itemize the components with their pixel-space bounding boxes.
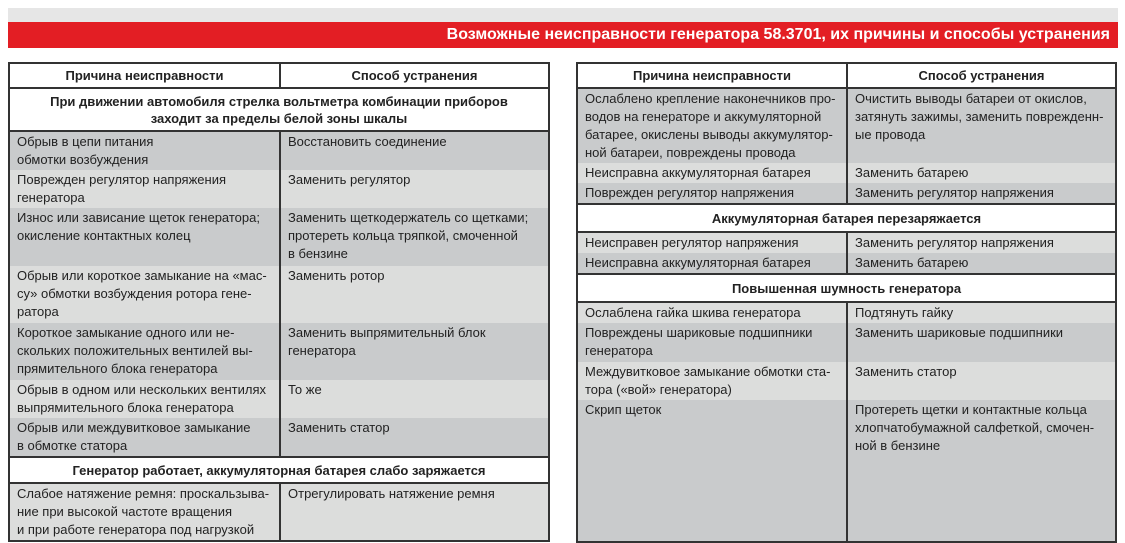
header-row [9, 63, 549, 88]
remedy-cell: Восстановить соединение [280, 131, 549, 170]
cause-cell: Повреждены шариковые подшипники генератора [577, 323, 847, 362]
cause-cell: Обрыв в цепи питания обмотки возбуждения [9, 131, 280, 170]
cause-cell: Слабое натяжение ремня: проскальзыва- ние при высокой частоте вращения и при работе генератора под нагрузкой [9, 483, 280, 541]
remedy-cell: Заменить выпрямительный блок генератора [280, 323, 549, 380]
remedy-cell: Заменить батарею [847, 163, 1116, 183]
section-title: Повышенная шумность генератора [577, 274, 1116, 302]
cause-cell: Ослаблено крепление наконечников про- водов на генераторе и аккумуляторной батарее, окислены выводы аккумулятор- ной батареи, повреждены провода [577, 88, 847, 163]
cause-cell: Неисправна аккумуляторная батарея [577, 253, 847, 274]
table-row [577, 253, 1116, 274]
remedy-cell: Протереть щетки и контактные кольца хлопчатобумажной салфеткой, смочен- ной в бензине [847, 400, 1116, 542]
table-row [9, 380, 549, 418]
cause-cell: Обрыв в одном или нескольких вентилях выпрямительного блока генератора [9, 380, 280, 418]
remedy-cell: Заменить щеткодержатель со щетками; протереть кольца тряпкой, смоченной в бензине [280, 208, 549, 266]
table-row [9, 208, 549, 266]
table-row [577, 183, 1116, 204]
remedy-cell: Заменить шариковые подшипники [847, 323, 1116, 362]
cause-cell: Ослаблена гайка шкива генератора [577, 302, 847, 323]
right-fault-table [576, 62, 1117, 543]
cause-cell: Неисправна аккумуляторная батарея [577, 163, 847, 183]
cause-cell: Скрип щеток [577, 400, 847, 542]
section-row [9, 88, 549, 131]
remedy-cell: Заменить регулятор напряжения [847, 232, 1116, 253]
table-row [9, 483, 549, 541]
header-remedy: Способ устранения [847, 63, 1116, 88]
table-row [9, 170, 549, 208]
section-row [577, 204, 1116, 232]
table-row [9, 418, 549, 457]
remedy-cell: Заменить статор [280, 418, 549, 457]
header-cause: Причина неисправности [577, 63, 847, 88]
table-row [577, 323, 1116, 362]
page-title: Возможные неисправности генератора 58.3701, их причины и способы устранения [8, 22, 1118, 48]
remedy-cell: Заменить статор [847, 362, 1116, 400]
remedy-cell: Заменить батарею [847, 253, 1116, 274]
remedy-cell: Заменить регулятор напряжения [847, 183, 1116, 204]
remedy-cell: Заменить регулятор [280, 170, 549, 208]
section-row [9, 457, 549, 483]
cause-cell: Обрыв или короткое замыкание на «мас- су» обмотки возбуждения ротора гене- ратора [9, 266, 280, 323]
section-row [577, 274, 1116, 302]
table-row [9, 131, 549, 170]
table-row [577, 88, 1116, 163]
header-cause: Причина неисправности [9, 63, 280, 88]
remedy-cell: Заменить ротор [280, 266, 549, 323]
header-row [577, 63, 1116, 88]
cause-cell: Короткое замыкание одного или не- скольких положительных вентилей вы- прямительного блока генератора [9, 323, 280, 380]
header-remedy: Способ устранения [280, 63, 549, 88]
cause-cell: Поврежден регулятор напряжения генератора [9, 170, 280, 208]
remedy-cell: Отрегулировать натяжение ремня [280, 483, 549, 541]
remedy-cell: То же [280, 380, 549, 418]
cause-cell: Износ или зависание щеток генератора; окисление контактных колец [9, 208, 280, 266]
section-title: Генератор работает, аккумуляторная батарея слабо заряжается [9, 457, 549, 483]
section-title: При движении автомобиля стрелка вольтметра комбинации приборов заходит за пределы белой зоны шкалы [9, 88, 549, 131]
table-row [577, 232, 1116, 253]
top-band [8, 8, 1118, 22]
table-row [577, 362, 1116, 400]
cause-cell: Поврежден регулятор напряжения [577, 183, 847, 204]
section-title: Аккумуляторная батарея перезаряжается [577, 204, 1116, 232]
table-row [9, 323, 549, 380]
table-row [9, 266, 549, 323]
left-fault-table [8, 62, 550, 542]
table-row [577, 163, 1116, 183]
remedy-cell: Очистить выводы батареи от окислов, затянуть зажимы, заменить поврежденн- ые провода [847, 88, 1116, 163]
cause-cell: Обрыв или междувитковое замыкание в обмотке статора [9, 418, 280, 457]
table-row [577, 400, 1116, 542]
remedy-cell: Подтянуть гайку [847, 302, 1116, 323]
table-row [577, 302, 1116, 323]
cause-cell: Междувитковое замыкание обмотки ста- тора («вой» генератора) [577, 362, 847, 400]
cause-cell: Неисправен регулятор напряжения [577, 232, 847, 253]
